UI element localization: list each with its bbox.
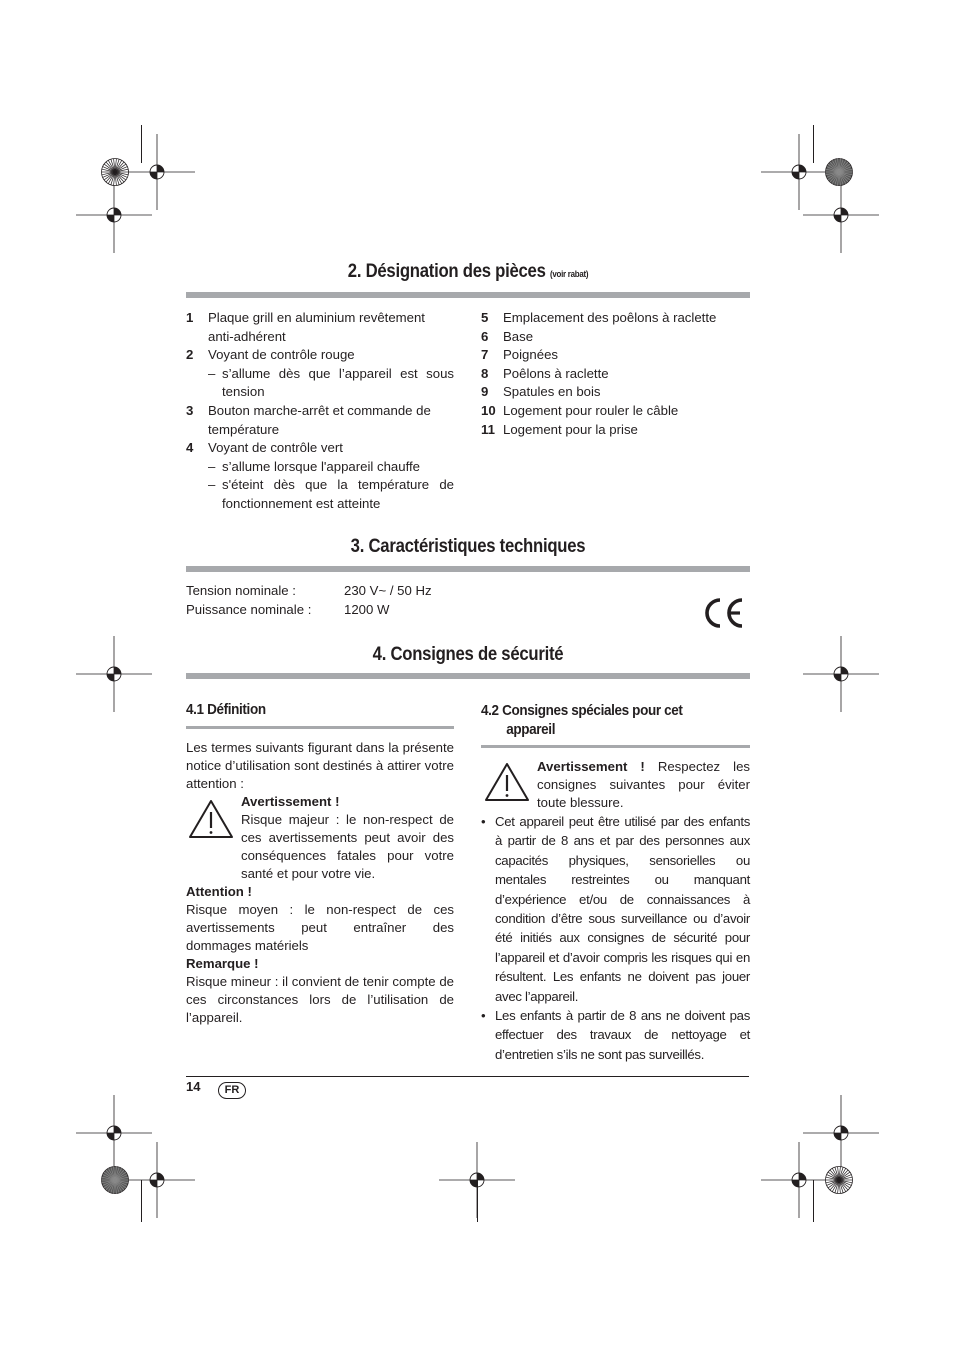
part-number: 11 — [481, 421, 495, 437]
part-number: 7 — [481, 347, 489, 363]
special-warning-block — [481, 758, 750, 812]
part-sub-label: s'éteint dès que la température de fonctionnement est atteinte — [222, 477, 454, 511]
section-2-heading — [220, 261, 716, 283]
section-4-bar — [186, 673, 750, 679]
part-label: Poêlons à raclette — [503, 365, 609, 381]
list-item — [186, 309, 454, 346]
definition-column — [186, 739, 454, 1027]
list-item — [481, 383, 749, 402]
list-item — [481, 328, 749, 347]
part-number: 5 — [481, 310, 489, 325]
special-instructions-column — [481, 758, 750, 1064]
color-wheel-icon — [824, 1165, 854, 1195]
part-number: 9 — [481, 384, 489, 400]
spec-label: Tension nominale : — [186, 583, 296, 598]
special-warning-label: Avertissement ! — [537, 759, 645, 774]
crop-mark — [141, 125, 142, 163]
dash-marker: – — [208, 477, 216, 493]
definition-intro: Les termes suivants figurant dans la présente notice d’utilisation sont destinés à attirer votre attention : — [186, 740, 454, 791]
list-item — [481, 1006, 750, 1064]
list-item — [186, 439, 454, 458]
crop-mark — [813, 1180, 814, 1222]
bullet-text: Cet appareil peut être utilisé par des enfants à partir de 8 ans et par des personnes aux capacités physiques, sensorielles ou mentales restreintes ou manquant d’expérience et/ou de connaissances à condition d’être sous surveillance ou d’avoir été initiés aux consignes de sécurité pour l’appareil et d’avoir compris les risques qui en résultent. Les enfants ne doivent pas jouer avec l’appareil. — [495, 814, 750, 1004]
part-label: Voyant de contrôle vert — [208, 440, 343, 456]
bullet-marker: • — [481, 814, 486, 829]
color-wheel-icon — [824, 157, 854, 187]
page-number: 14 — [186, 1079, 201, 1094]
list-item — [481, 346, 749, 365]
part-label: Spatules en bois — [503, 384, 601, 400]
registration-mark-icon — [74, 175, 154, 255]
part-label: Voyant de contrôle rouge — [208, 347, 355, 363]
subsection-4-1-title: 4.1 Définition — [186, 701, 266, 718]
definition-warning-block — [186, 793, 454, 883]
subsection-4-2-title — [481, 701, 683, 739]
list-item — [481, 812, 750, 1006]
part-label: Bouton marche-arrêt et commande de température — [208, 402, 431, 437]
attention-description: Risque moyen : le non-respect de ces avertissements peut entraîner des dommages matériels — [186, 902, 454, 953]
dash-marker: – — [208, 458, 216, 474]
registration-mark-icon — [74, 634, 154, 714]
color-wheel-icon — [100, 157, 130, 187]
spec-table — [186, 581, 432, 619]
note-description: Risque mineur : il convient de tenir compte de ces circonstances lors de l’utilisation de l’appareil. — [186, 974, 454, 1025]
part-sub-item — [186, 458, 454, 477]
part-sub-item — [186, 365, 454, 402]
part-label: Emplacement des poêlons à raclette — [503, 310, 717, 325]
section-2-title-note: (voir rabat) — [550, 269, 589, 279]
list-item — [481, 402, 749, 421]
warning-label: Avertissement ! — [241, 794, 340, 809]
ce-mark-icon — [700, 596, 746, 630]
part-sub-item — [186, 476, 454, 513]
part-number: 6 — [481, 328, 489, 344]
attention-label: Attention ! — [186, 884, 252, 899]
section-2-bar — [186, 292, 750, 298]
parts-list-left — [186, 309, 454, 514]
part-number: 3 — [186, 402, 194, 418]
crop-mark — [141, 1180, 142, 1222]
subsection-4-2-title-line2: appareil — [506, 721, 556, 738]
part-label: Base — [503, 328, 534, 344]
section-3-bar — [186, 566, 750, 572]
footer-rule — [186, 1076, 749, 1077]
section-2-title: 2. Désignation des pièces — [347, 261, 546, 282]
spec-row-power — [186, 600, 432, 619]
bullet-text: Les enfants à partir de 8 ans ne doivent pas effectuer des travaux de nettoyage et d’entretien s’ils ne sont pas surveillés. — [495, 1008, 750, 1062]
list-item — [481, 309, 749, 328]
spec-label: Puissance nominale : — [186, 602, 312, 617]
section-4-title: 4. Consignes de sécurité — [372, 644, 564, 665]
list-item — [481, 421, 749, 440]
part-number: 10 — [481, 402, 496, 418]
subsection-4-2-title-line1: 4.2 Consignes spéciales pour cet — [481, 702, 683, 719]
list-item — [186, 346, 454, 365]
warning-description: Risque majeur : le non-respect de ces avertissements peut avoir des conséquences fatales pour votre santé et pour votre vie. — [241, 812, 454, 881]
spec-row-voltage — [186, 581, 432, 600]
part-sub-label: s’allume lorsque l'appareil chauffe — [222, 458, 421, 474]
part-label: Plaque grill en aluminium revêtement anti-adhérent — [208, 310, 425, 344]
warning-triangle-icon — [188, 799, 234, 839]
list-item — [481, 365, 749, 384]
crop-mark — [477, 1180, 478, 1222]
subsection-4-2-bar — [481, 745, 750, 748]
warning-triangle-icon — [484, 762, 530, 802]
color-wheel-icon — [100, 1165, 130, 1195]
bullet-marker: • — [481, 1008, 486, 1024]
special-bullet-list — [481, 812, 750, 1064]
part-label: Logement pour rouler le câble — [503, 402, 679, 418]
part-label: Poignées — [503, 347, 558, 363]
parts-list-right — [481, 309, 749, 439]
spec-value: 230 V~ / 50 Hz — [344, 583, 432, 598]
spec-value: 1200 W — [344, 602, 390, 617]
part-number: 4 — [186, 440, 194, 456]
section-3-title: 3. Caractéristiques techniques — [350, 536, 586, 557]
subsection-4-1-bar — [186, 726, 454, 729]
dash-marker: – — [208, 365, 216, 381]
registration-mark-icon — [801, 175, 881, 255]
list-item — [186, 402, 454, 439]
note-label: Remarque ! — [186, 956, 259, 971]
language-badge: FR — [218, 1082, 246, 1099]
part-number: 1 — [186, 310, 194, 325]
part-sub-label: s’allume dès que l’appareil est sous tension — [222, 365, 454, 400]
special-warning-description: Respectez les consignes suivantes pour éviter toute blessure. — [537, 759, 750, 810]
registration-mark-icon — [801, 634, 881, 714]
crop-mark — [813, 125, 814, 163]
part-label: Logement pour la prise — [503, 421, 638, 437]
part-number: 2 — [186, 347, 194, 363]
part-number: 8 — [481, 365, 489, 381]
